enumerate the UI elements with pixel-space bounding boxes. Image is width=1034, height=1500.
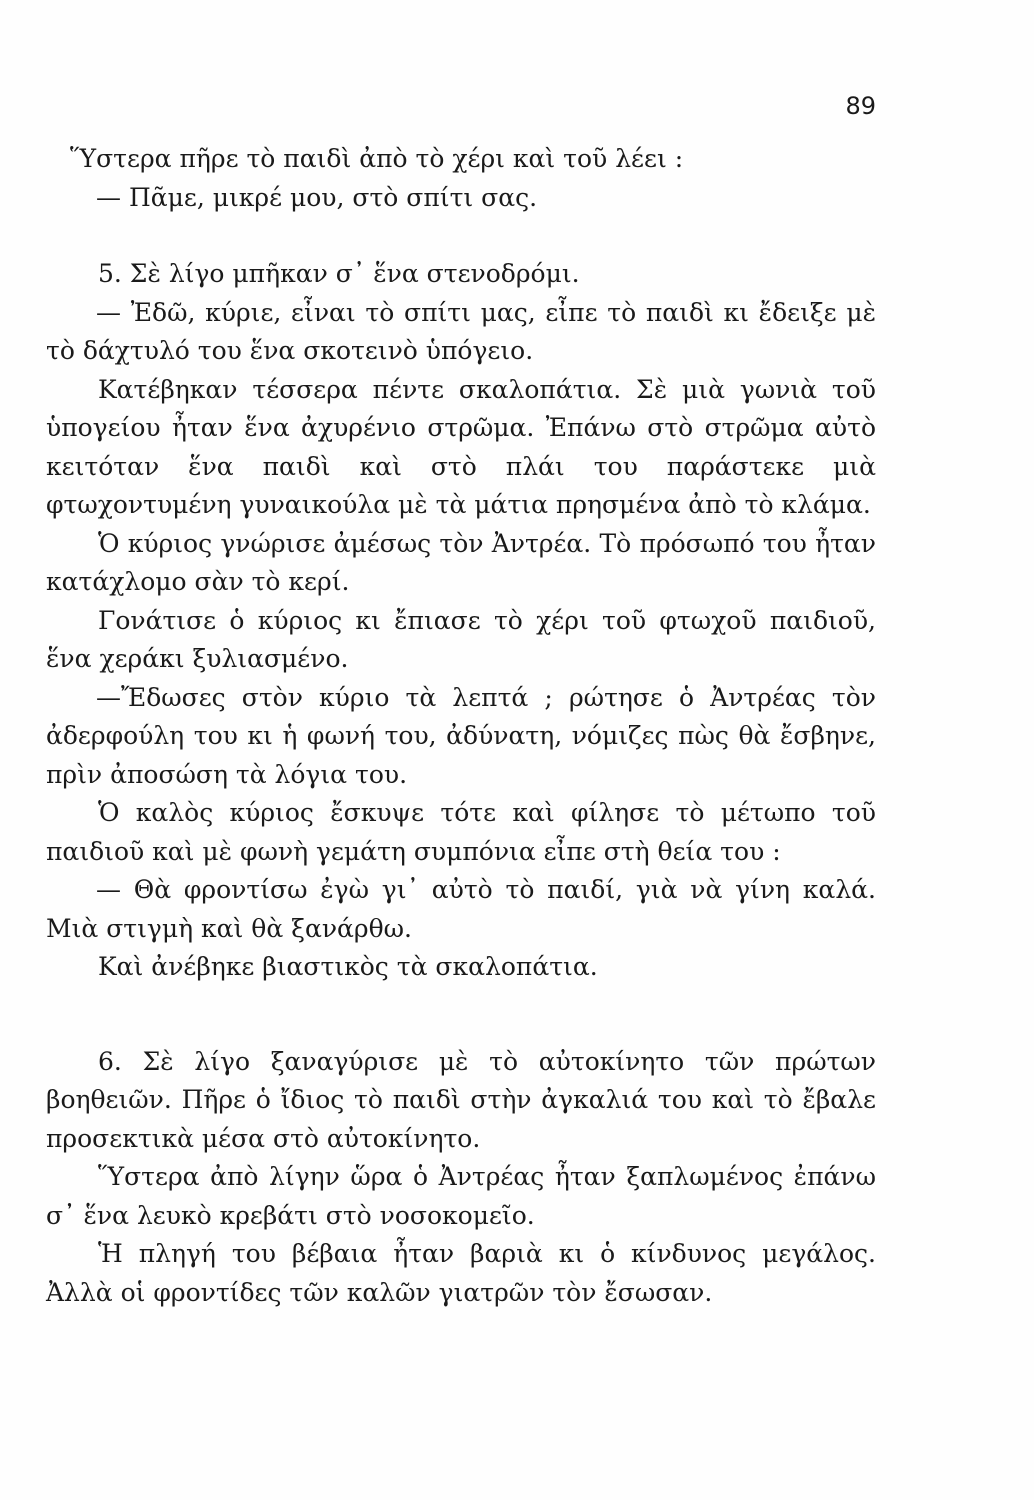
- paragraph: 5. Σὲ λίγο μπῆκαν σ᾽ ἕνα στενοδρόμι.: [98, 259, 580, 288]
- paragraph: Καὶ ἀνέβηκε βιαστικὸς τὰ σκαλοπάτια.: [98, 952, 598, 981]
- body-text: [46, 140, 876, 1312]
- paragraph: Ἡ πληγή του βέβαια ἦταν βαριὰ κι ὁ κίνδυνος μεγάλος. Ἀλλὰ οἱ φροντίδες τῶν καλῶν γιατρῶν τὸν ἔσωσαν.: [46, 1239, 876, 1307]
- paragraph: Κατέβηκαν τέσσερα πέντε σκαλοπάτια. Σὲ μιὰ γωνιὰ τοῦ ὑπογείου ἦταν ἕνα ἀχυρένιο στρῶμα. Ἐπάνω στὸ στρῶμα αὐτὸ κειτόταν ἕνα παιδὶ καὶ στὸ πλάι του παράστεκε μιὰ φτωχοντυμένη γυναικούλα μὲ τὰ μάτια πρησμένα ἀπὸ τὸ κλάμα.: [46, 374, 876, 519]
- paragraph: — Θὰ φροντίσω ἐγὼ γι᾽ αὐτὸ τὸ παιδί, γιὰ νὰ γίνη καλά. Μιὰ στιγμὴ καὶ θὰ ξανάρθω.: [46, 875, 876, 943]
- paragraph: —Ἔδωσες στὸν κύριο τὰ λεπτά ; ρώτησε ὁ Ἀντρέας τὸν ἀδερφούλη του κι ἡ φωνή του, ἀδύνατη, νόμιζες πὼς θὰ ἔσβηνε, πρὶν ἀποσώση τὰ λόγια του.: [46, 682, 876, 789]
- page-number: 89: [845, 92, 876, 120]
- paragraph: Ὁ κύριος γνώρισε ἀμέσως τὸν Ἀντρέα. Τὸ πρόσωπό του ἦταν κατάχλομο σὰν τὸ κερί.: [46, 528, 876, 596]
- paragraph: Ὕστερα πῆρε τὸ παιδὶ ἀπὸ τὸ χέρι καὶ τοῦ λέει :: [70, 144, 684, 173]
- paragraph: Ὁ καλὸς κύριος ἔσκυψε τότε καὶ φίλησε τὸ μέτωπο τοῦ παιδιοῦ καὶ μὲ φωνὴ γεμάτη συμπόνια εἶπε στὴ θεία του :: [46, 798, 876, 866]
- section-gap: [46, 987, 876, 1043]
- paragraph: — Πᾶμε, μικρέ μου, στὸ σπίτι σας.: [96, 182, 538, 212]
- paragraph: Ὕστερα ἀπὸ λίγην ὥρα ὁ Ἀντρέας ἦταν ξαπλωμένος ἐπάνω σ᾽ ἕνα λευκὸ κρεβάτι στὸ νοσοκομεῖο.: [46, 1162, 876, 1230]
- paragraph: — Ἐδῶ, κύριε, εἶναι τὸ σπίτι μας, εἶπε τὸ παιδὶ κι ἔδειξε μὲ τὸ δάχτυλό του ἕνα σκοτεινὸ ὑπόγειο.: [46, 297, 876, 365]
- paragraph: 6. Σὲ λίγο ξαναγύρισε μὲ τὸ αὐτοκίνητο τῶν πρώτων βοηθειῶν. Πῆρε ὁ ἴδιος τὸ παιδὶ στὴν ἀγκαλιά του καὶ τὸ ἔβαλε προσεκτικὰ μέσα στὸ αὐτοκίνητο.: [46, 1046, 876, 1153]
- section-gap: [46, 217, 876, 255]
- paragraph: Γονάτισε ὁ κύριος κι ἔπιασε τὸ χέρι τοῦ φτωχοῦ παιδιοῦ, ἕνα χεράκι ξυλιασμένο.: [46, 605, 876, 673]
